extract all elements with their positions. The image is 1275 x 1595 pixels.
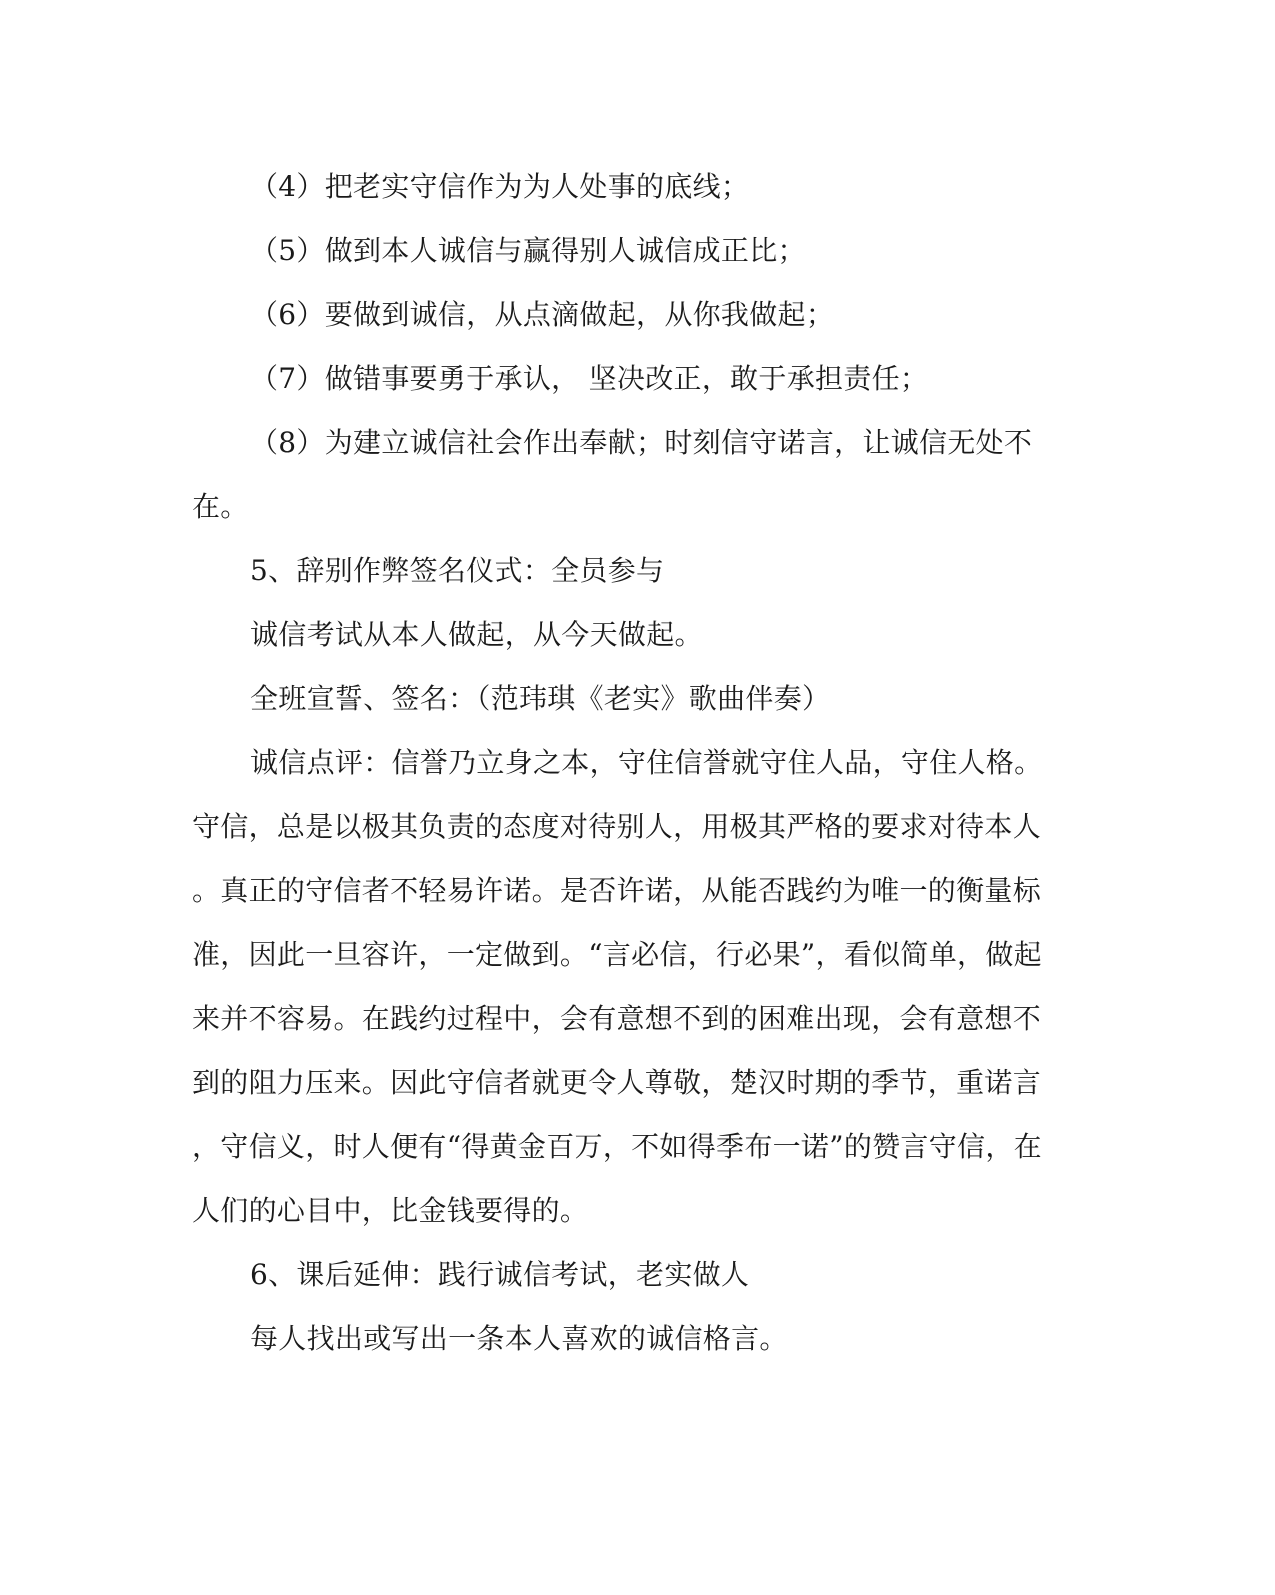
- paragraph-line: ，守信义，时人便有“得黄金百万，不如得季布一诺”的赞言守信，在: [192, 1130, 1042, 1163]
- paragraph-line: 诚信考试从本人做起，从今天做起。: [250, 618, 703, 651]
- list-item-7: （7）做错事要勇于承认， 坚决改正，敢于承担责任；: [250, 362, 929, 395]
- list-item-8: （8）为建立诚信社会作出奉献；时刻信守诺言，让诚信无处不: [250, 426, 1033, 459]
- list-item-6: （6）要做到诚信，从点滴做起，从你我做起；: [250, 298, 835, 331]
- paragraph-line: 守信，总是以极其负责的态度对待别人，用极其严格的要求对待本人: [192, 810, 1042, 843]
- paragraph-line: 诚信点评：信誉乃立身之本，守住信誉就守住人品，守住人格。: [250, 746, 1043, 779]
- section-heading-5: 5、辞别作弊签名仪式：全员参与: [250, 554, 665, 587]
- paragraph-line: 全班宣誓、签名：（范玮琪《老实》歌曲伴奏）: [250, 682, 831, 715]
- paragraph-line: 来并不容易。在践约过程中，会有意想不到的困难出现，会有意想不: [192, 1002, 1042, 1035]
- section-heading-6: 6、课后延伸：践行诚信考试，老实做人: [250, 1258, 750, 1291]
- list-item-8-continuation: 在。: [192, 490, 249, 523]
- paragraph-line: 人们的心目中，比金钱要得的。: [192, 1194, 589, 1227]
- paragraph-line: 。真正的守信者不轻易许诺。是否许诺，从能否践约为唯一的衡量标: [192, 874, 1042, 907]
- paragraph-line: 准，因此一旦容许，一定做到。“言必信，行必果”，看似简单，做起: [192, 938, 1042, 971]
- list-item-4: （4）把老实守信作为为人处事的底线；: [250, 170, 750, 203]
- list-item-5: （5）做到本人诚信与赢得别人诚信成正比；: [250, 234, 806, 267]
- paragraph-line: 到的阻力压来。因此守信者就更令人尊敬，楚汉时期的季节，重诺言: [192, 1066, 1042, 1099]
- paragraph-line: 每人找出或写出一条本人喜欢的诚信格言。: [250, 1322, 788, 1355]
